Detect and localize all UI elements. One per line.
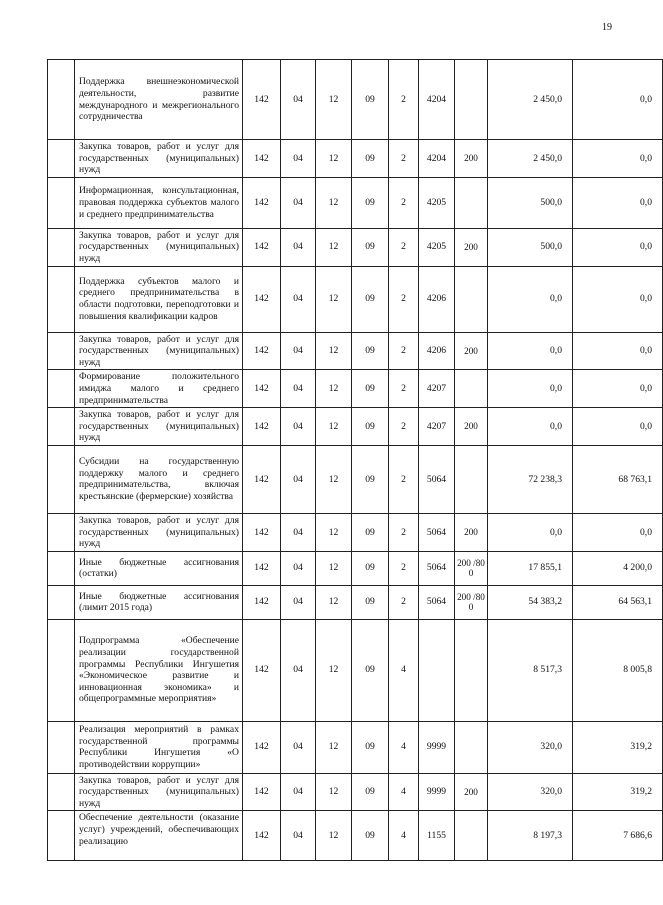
- amount-2017-cell: 64 563,1: [573, 585, 663, 619]
- subprogram-cell: 2: [389, 445, 419, 513]
- amount-2017-cell: 0,0: [573, 513, 663, 551]
- item-name-cell: Поддержка внешнеэкономической деятельности, развитие международного и межрегионального сотрудничества: [75, 60, 243, 140]
- program-cell: 09: [352, 140, 389, 178]
- amount-2016-cell: 2 450,0: [488, 140, 573, 178]
- program-cell: 09: [352, 370, 389, 408]
- item-name-cell: Информационная, консультационная, правовая поддержка субъектов малого и среднего предпринимательства: [75, 177, 243, 228]
- table-row: [48, 513, 663, 551]
- amount-2016-cell: 0,0: [488, 408, 573, 446]
- section-cell: 04: [281, 60, 316, 140]
- item-name-cell: Субсидии на государственную поддержку малого и среднего предпринимательства, включая крестьянские (фермерские) хозяйства: [75, 445, 243, 513]
- subsection-cell: 12: [316, 60, 352, 140]
- section-cell: 04: [281, 332, 316, 370]
- direction-cell: 4205: [419, 228, 455, 266]
- amount-2017-cell: 0,0: [573, 177, 663, 228]
- subprogram-cell: 4: [389, 773, 419, 811]
- grbs-cell: 142: [243, 370, 281, 408]
- table-row: [48, 370, 663, 408]
- subprogram-cell: 2: [389, 551, 419, 585]
- amount-2016-cell: 72 238,3: [488, 445, 573, 513]
- expense-type-cell: 200: [455, 408, 488, 446]
- table-row: [48, 408, 663, 446]
- section-cell: 04: [281, 370, 316, 408]
- program-cell: 09: [352, 445, 389, 513]
- subprogram-cell: 2: [389, 332, 419, 370]
- grbs-cell: 142: [243, 445, 281, 513]
- row-marker-cell: [48, 266, 75, 332]
- subsection-cell: 12: [316, 585, 352, 619]
- item-name-cell: Закупка товаров, работ и услуг для государственных (муниципальных) нужд: [75, 140, 243, 178]
- grbs-cell: 142: [243, 60, 281, 140]
- item-name-cell: Обеспечение деятельности (оказание услуг) учреждений, обеспечивающих реализацию: [75, 811, 243, 861]
- amount-2017-cell: 319,2: [573, 721, 663, 773]
- row-marker-cell: [48, 721, 75, 773]
- item-name-cell: Реализация мероприятий в рамках государственной программы Республики Ингушетия «О противодействии коррупции»: [75, 721, 243, 773]
- expense-type-cell: 200 /80 0: [455, 585, 488, 619]
- row-marker-cell: [48, 177, 75, 228]
- subsection-cell: 12: [316, 445, 352, 513]
- amount-2017-cell: 0,0: [573, 60, 663, 140]
- direction-cell: 4204: [419, 140, 455, 178]
- table-row: [48, 60, 663, 140]
- amount-2016-cell: 54 383,2: [488, 585, 573, 619]
- section-cell: 04: [281, 177, 316, 228]
- item-name-cell: Иные бюджетные ассигнования (остатки): [75, 551, 243, 585]
- section-cell: 04: [281, 266, 316, 332]
- program-cell: 09: [352, 60, 389, 140]
- item-name-cell: Формирование положительного имиджа малого и среднего предпринимательства: [75, 370, 243, 408]
- amount-2017-cell: 7 686,6: [573, 811, 663, 861]
- row-marker-cell: [48, 585, 75, 619]
- direction-cell: 4206: [419, 332, 455, 370]
- subsection-cell: 12: [316, 619, 352, 721]
- grbs-cell: 142: [243, 140, 281, 178]
- amount-2017-cell: 0,0: [573, 408, 663, 446]
- subsection-cell: 12: [316, 370, 352, 408]
- subprogram-cell: 2: [389, 408, 419, 446]
- program-cell: 09: [352, 266, 389, 332]
- subsection-cell: 12: [316, 513, 352, 551]
- grbs-cell: 142: [243, 585, 281, 619]
- subsection-cell: 12: [316, 228, 352, 266]
- direction-cell: 5064: [419, 513, 455, 551]
- direction-cell: 5064: [419, 445, 455, 513]
- direction-cell: 4207: [419, 370, 455, 408]
- subsection-cell: 12: [316, 721, 352, 773]
- row-marker-cell: [48, 513, 75, 551]
- section-cell: 04: [281, 551, 316, 585]
- table-row: [48, 551, 663, 585]
- item-name-cell: Подпрограмма «Обеспечение реализации государственной программы Республики Ингушетия «Экономическое развитие и инновационная экономика» и общепрограммные мероприятия»: [75, 619, 243, 721]
- subprogram-cell: 2: [389, 228, 419, 266]
- amount-2017-cell: 8 005,8: [573, 619, 663, 721]
- subsection-cell: 12: [316, 408, 352, 446]
- grbs-cell: 142: [243, 811, 281, 861]
- subprogram-cell: 2: [389, 60, 419, 140]
- budget-table: [47, 59, 663, 861]
- row-marker-cell: [48, 370, 75, 408]
- subprogram-cell: 4: [389, 619, 419, 721]
- amount-2016-cell: 0,0: [488, 332, 573, 370]
- subsection-cell: 12: [316, 551, 352, 585]
- row-marker-cell: [48, 619, 75, 721]
- program-cell: 09: [352, 721, 389, 773]
- table-row: [48, 332, 663, 370]
- table-row: [48, 811, 663, 861]
- item-name-cell: Закупка товаров, работ и услуг для государственных (муниципальных) нужд: [75, 228, 243, 266]
- subprogram-cell: 2: [389, 177, 419, 228]
- table-row: [48, 445, 663, 513]
- expense-type-cell: 200: [455, 513, 488, 551]
- grbs-cell: 142: [243, 551, 281, 585]
- direction-cell: 5064: [419, 551, 455, 585]
- section-cell: 04: [281, 228, 316, 266]
- program-cell: 09: [352, 332, 389, 370]
- section-cell: 04: [281, 140, 316, 178]
- expense-type-cell: 200: [455, 332, 488, 370]
- grbs-cell: 142: [243, 408, 281, 446]
- direction-cell: 1155: [419, 811, 455, 861]
- row-marker-cell: [48, 332, 75, 370]
- subprogram-cell: 2: [389, 370, 419, 408]
- subsection-cell: 12: [316, 773, 352, 811]
- amount-2016-cell: 0,0: [488, 370, 573, 408]
- expense-type-cell: 200: [455, 228, 488, 266]
- expense-type-cell: [455, 811, 488, 861]
- direction-cell: 4205: [419, 177, 455, 228]
- subprogram-cell: 2: [389, 513, 419, 551]
- direction-cell: [419, 619, 455, 721]
- row-marker-cell: [48, 773, 75, 811]
- section-cell: 04: [281, 513, 316, 551]
- section-cell: 04: [281, 408, 316, 446]
- row-marker-cell: [48, 408, 75, 446]
- row-marker-cell: [48, 60, 75, 140]
- section-cell: 04: [281, 445, 316, 513]
- program-cell: 09: [352, 513, 389, 551]
- expense-type-cell: [455, 445, 488, 513]
- row-marker-cell: [48, 551, 75, 585]
- expense-type-cell: [455, 619, 488, 721]
- item-name-cell: Закупка товаров, работ и услуг для государственных (муниципальных) нужд: [75, 513, 243, 551]
- subprogram-cell: 2: [389, 266, 419, 332]
- expense-type-cell: [455, 177, 488, 228]
- grbs-cell: 142: [243, 513, 281, 551]
- expense-type-cell: [455, 370, 488, 408]
- amount-2016-cell: 320,0: [488, 721, 573, 773]
- subsection-cell: 12: [316, 332, 352, 370]
- program-cell: 09: [352, 619, 389, 721]
- amount-2016-cell: 17 855,1: [488, 551, 573, 585]
- section-cell: 04: [281, 811, 316, 861]
- expense-type-cell: [455, 60, 488, 140]
- row-marker-cell: [48, 228, 75, 266]
- grbs-cell: 142: [243, 619, 281, 721]
- direction-cell: 4204: [419, 60, 455, 140]
- subprogram-cell: 4: [389, 721, 419, 773]
- program-cell: 09: [352, 228, 389, 266]
- grbs-cell: 142: [243, 177, 281, 228]
- table-row: [48, 585, 663, 619]
- table-row: [48, 266, 663, 332]
- amount-2016-cell: 320,0: [488, 773, 573, 811]
- item-name-cell: Поддержка субъектов малого и среднего предпринимательства в области подготовки, переподготовки и повышения квалификации кадров: [75, 266, 243, 332]
- row-marker-cell: [48, 811, 75, 861]
- grbs-cell: 142: [243, 266, 281, 332]
- section-cell: 04: [281, 585, 316, 619]
- subprogram-cell: 2: [389, 140, 419, 178]
- direction-cell: 9999: [419, 721, 455, 773]
- section-cell: 04: [281, 721, 316, 773]
- amount-2017-cell: 68 763,1: [573, 445, 663, 513]
- amount-2016-cell: 0,0: [488, 266, 573, 332]
- amount-2016-cell: 8 197,3: [488, 811, 573, 861]
- amount-2017-cell: 319,2: [573, 773, 663, 811]
- expense-type-cell: [455, 721, 488, 773]
- amount-2016-cell: 500,0: [488, 228, 573, 266]
- subsection-cell: 12: [316, 177, 352, 228]
- program-cell: 09: [352, 551, 389, 585]
- amount-2016-cell: 500,0: [488, 177, 573, 228]
- amount-2017-cell: 0,0: [573, 370, 663, 408]
- direction-cell: 5064: [419, 585, 455, 619]
- amount-2016-cell: 8 517,3: [488, 619, 573, 721]
- amount-2017-cell: 4 200,0: [573, 551, 663, 585]
- program-cell: 09: [352, 408, 389, 446]
- amount-2017-cell: 0,0: [573, 266, 663, 332]
- expense-type-cell: 200: [455, 773, 488, 811]
- table-body: [48, 60, 663, 861]
- table-row: [48, 619, 663, 721]
- expense-type-cell: 200 /80 0: [455, 551, 488, 585]
- item-name-cell: Закупка товаров, работ и услуг для государственных (муниципальных) нужд: [75, 408, 243, 446]
- amount-2017-cell: 0,0: [573, 332, 663, 370]
- program-cell: 09: [352, 585, 389, 619]
- amount-2016-cell: 0,0: [488, 513, 573, 551]
- amount-2016-cell: 2 450,0: [488, 60, 573, 140]
- program-cell: 09: [352, 773, 389, 811]
- subsection-cell: 12: [316, 140, 352, 178]
- item-name-cell: Закупка товаров, работ и услуг для государственных (муниципальных) нужд: [75, 332, 243, 370]
- section-cell: 04: [281, 773, 316, 811]
- program-cell: 09: [352, 177, 389, 228]
- table-row: [48, 721, 663, 773]
- section-cell: 04: [281, 619, 316, 721]
- grbs-cell: 142: [243, 332, 281, 370]
- table-row: [48, 773, 663, 811]
- subsection-cell: 12: [316, 266, 352, 332]
- row-marker-cell: [48, 140, 75, 178]
- subsection-cell: 12: [316, 811, 352, 861]
- subprogram-cell: 4: [389, 811, 419, 861]
- grbs-cell: 142: [243, 721, 281, 773]
- grbs-cell: 142: [243, 228, 281, 266]
- expense-type-cell: 200: [455, 140, 488, 178]
- subprogram-cell: 2: [389, 585, 419, 619]
- item-name-cell: Иные бюджетные ассигнования (лимит 2015 года): [75, 585, 243, 619]
- table-row: [48, 177, 663, 228]
- table-row: [48, 228, 663, 266]
- amount-2017-cell: 0,0: [573, 140, 663, 178]
- direction-cell: 4207: [419, 408, 455, 446]
- grbs-cell: 142: [243, 773, 281, 811]
- row-marker-cell: [48, 445, 75, 513]
- amount-2017-cell: 0,0: [573, 228, 663, 266]
- item-name-cell: Закупка товаров, работ и услуг для государственных (муниципальных) нужд: [75, 773, 243, 811]
- direction-cell: 4206: [419, 266, 455, 332]
- expense-type-cell: [455, 266, 488, 332]
- table-row: [48, 140, 663, 178]
- program-cell: 09: [352, 811, 389, 861]
- direction-cell: 9999: [419, 773, 455, 811]
- page-number: 19: [602, 22, 612, 33]
